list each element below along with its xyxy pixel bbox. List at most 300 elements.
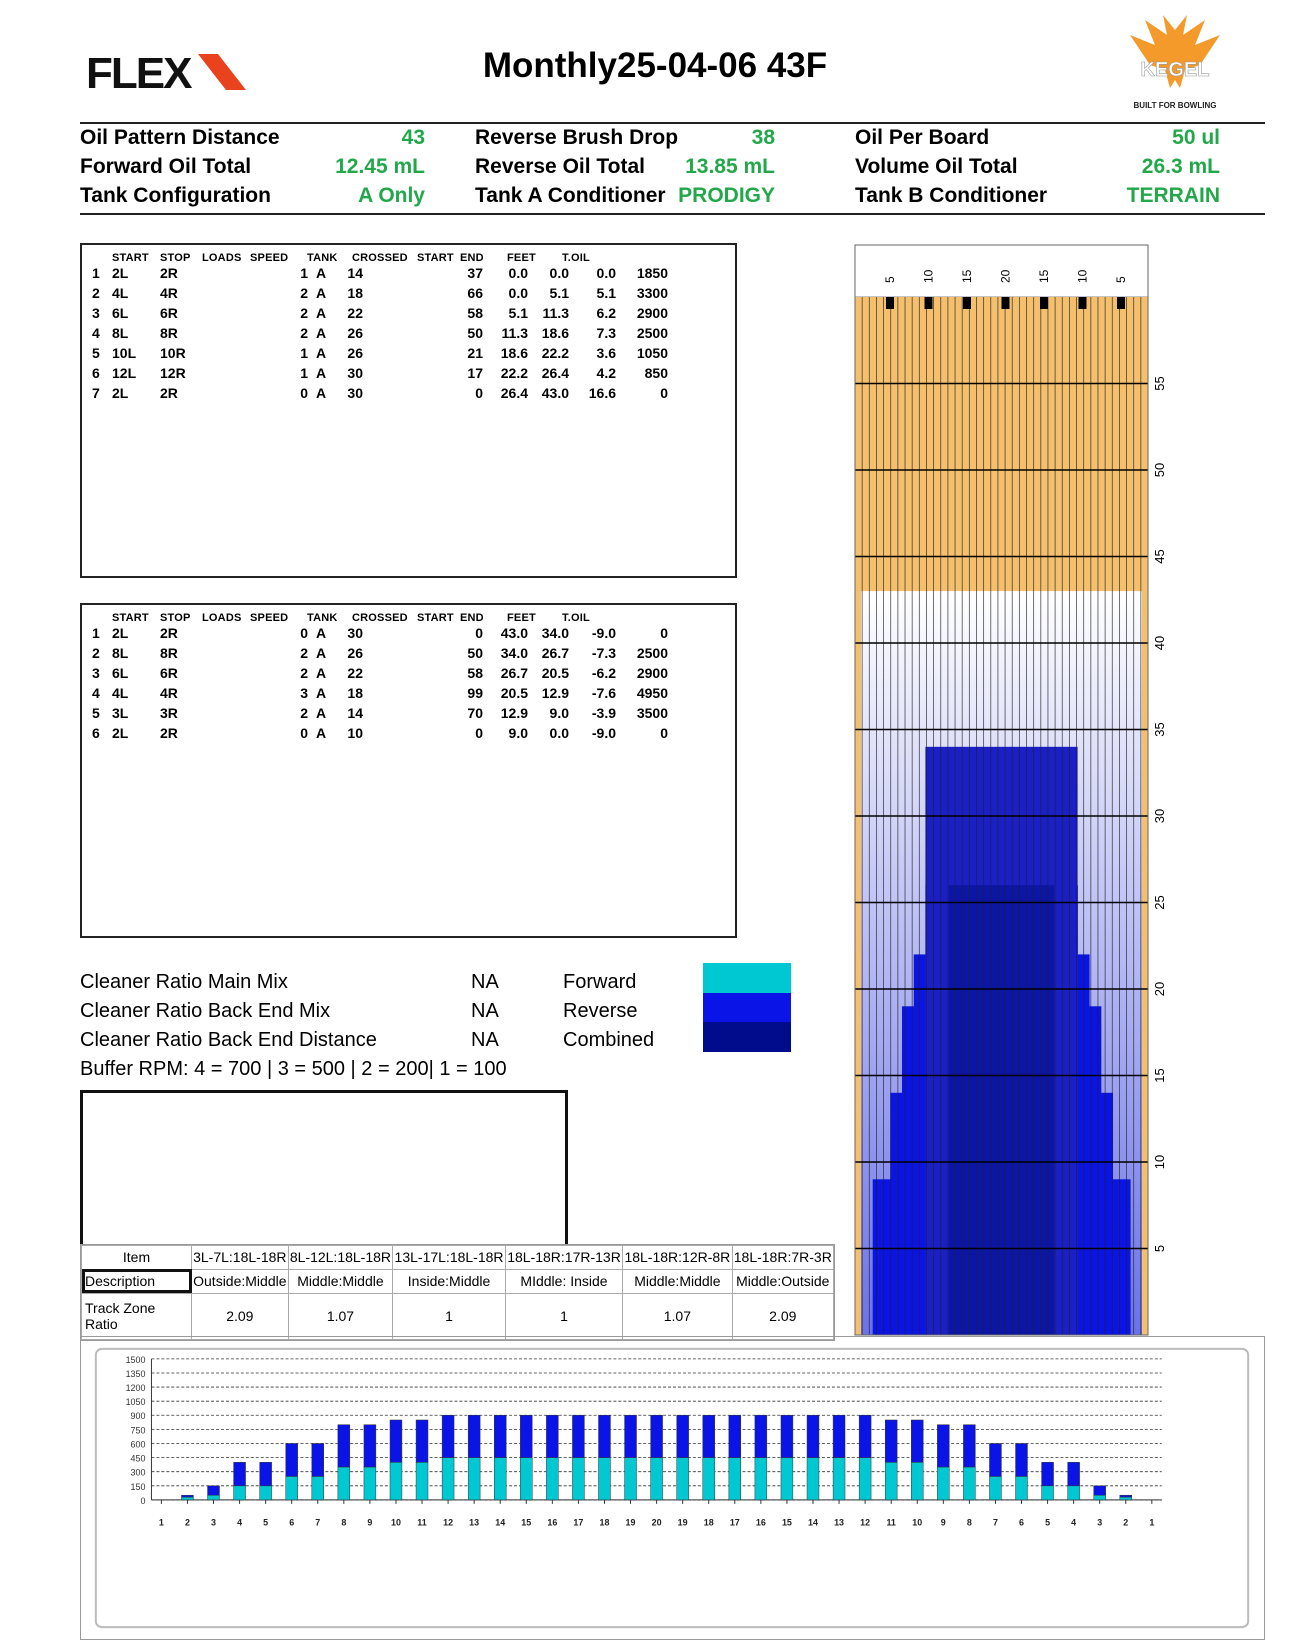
pass-cell: 2 bbox=[300, 705, 308, 721]
bar-reverse bbox=[234, 1462, 246, 1486]
pass-cell: 26 bbox=[347, 645, 363, 661]
pass-cell: 2L bbox=[112, 265, 129, 281]
x-tick-label: 11 bbox=[886, 1517, 896, 1528]
legend-combined-label: Combined bbox=[563, 1029, 655, 1051]
bar-forward bbox=[364, 1467, 376, 1500]
column-header: T.OIL bbox=[562, 252, 590, 264]
distance-label: 25 bbox=[1152, 895, 1167, 910]
summary-row bbox=[80, 126, 1265, 156]
board-oil-column bbox=[1083, 954, 1089, 1335]
x-tick-label: 17 bbox=[729, 1517, 740, 1528]
bar-reverse bbox=[677, 1415, 689, 1457]
pass-cell: A bbox=[316, 685, 327, 701]
column-header: END bbox=[460, 612, 484, 624]
x-tick-label: 5 bbox=[263, 1517, 269, 1528]
bar-reverse bbox=[703, 1415, 715, 1457]
tank-a-conditioner-value: PRODIGY bbox=[678, 184, 775, 207]
y-tick-label: 900 bbox=[130, 1411, 146, 1422]
pass-cell: 4L bbox=[112, 285, 129, 301]
arrow-marker bbox=[886, 297, 894, 309]
pass-cell: 37 bbox=[467, 265, 483, 281]
pass-cell: A bbox=[316, 725, 327, 741]
board-oil-column bbox=[920, 954, 926, 1335]
pattern-summary bbox=[80, 122, 1265, 215]
bar-forward bbox=[286, 1476, 298, 1500]
pass-cell: 30 bbox=[347, 365, 363, 381]
x-tick-label: 13 bbox=[834, 1517, 845, 1528]
pass-cell: 2500 bbox=[636, 325, 668, 341]
bar-reverse bbox=[312, 1443, 324, 1476]
bar-forward bbox=[807, 1458, 819, 1500]
tank-configuration-label: Tank Configuration bbox=[80, 184, 271, 207]
pass-cell: -7.3 bbox=[591, 645, 616, 661]
bar-forward bbox=[1094, 1495, 1106, 1500]
tz-description-label[interactable]: Description bbox=[82, 1269, 192, 1293]
x-tick-label: 2 bbox=[184, 1517, 190, 1528]
pass-cell: 2R bbox=[160, 725, 178, 741]
pass-cell: 17 bbox=[467, 365, 483, 381]
bar-reverse bbox=[833, 1415, 845, 1457]
x-tick-label: 12 bbox=[860, 1517, 871, 1528]
bar-forward bbox=[885, 1462, 897, 1500]
pass-cell: 14 bbox=[347, 705, 363, 721]
pass-cell: 5.1 bbox=[549, 285, 569, 301]
x-tick-label: 13 bbox=[469, 1517, 480, 1528]
pass-cell: 20.5 bbox=[541, 665, 569, 681]
pass-cell: 0.0 bbox=[549, 265, 569, 281]
pass-cell: 12.9 bbox=[500, 705, 528, 721]
pass-cell: 0 bbox=[475, 725, 483, 741]
tank-a-conditioner-label: Tank A Conditioner bbox=[475, 184, 666, 207]
bar-forward bbox=[937, 1467, 949, 1500]
column-header: SPEED bbox=[250, 612, 289, 624]
column-header: CROSSED bbox=[352, 252, 408, 264]
bar-forward bbox=[468, 1458, 480, 1500]
x-tick-label: 1 bbox=[1149, 1517, 1155, 1528]
x-tick-label: 6 bbox=[1019, 1517, 1024, 1528]
pass-cell: 9.0 bbox=[508, 725, 528, 741]
bar-reverse bbox=[520, 1415, 532, 1457]
page-title: Monthly25-04-06 43F bbox=[482, 46, 828, 85]
bar-forward bbox=[651, 1458, 663, 1500]
bar-forward bbox=[572, 1458, 584, 1500]
pass-cell: 0 bbox=[475, 625, 483, 641]
x-tick-label: 6 bbox=[289, 1517, 295, 1528]
distance-label: 10 bbox=[1152, 1154, 1167, 1170]
bar-reverse bbox=[989, 1443, 1001, 1476]
pass-cell: 26.7 bbox=[541, 645, 569, 661]
summary-row bbox=[80, 184, 1265, 214]
legend-reverse-swatch bbox=[703, 993, 791, 1023]
pass-cell: 2R bbox=[160, 625, 178, 641]
column-header: START bbox=[112, 252, 149, 264]
tz-header: 18L-18R:17R-13R bbox=[505, 1246, 622, 1270]
x-tick-label: 7 bbox=[992, 1517, 998, 1528]
pass-cell: 6R bbox=[160, 305, 178, 321]
tz-header: 8L-12L:18L-18R bbox=[288, 1246, 393, 1270]
pass-cell: 30 bbox=[347, 385, 363, 401]
pass-cell: 2 bbox=[92, 645, 100, 661]
pass-cell: 3300 bbox=[636, 285, 668, 301]
pass-cell: -7.6 bbox=[591, 685, 616, 701]
pass-cell: 0 bbox=[475, 385, 483, 401]
bar-forward bbox=[1016, 1476, 1028, 1500]
pass-cell: 2500 bbox=[636, 645, 668, 661]
bar-reverse bbox=[208, 1486, 220, 1495]
bar-reverse bbox=[1042, 1462, 1054, 1486]
pass-cell: A bbox=[316, 625, 327, 641]
bar-forward bbox=[989, 1476, 1001, 1500]
pass-cell: 43.0 bbox=[541, 385, 569, 401]
kegel-logo-tagline: BUILT FOR BOWLING bbox=[1133, 101, 1217, 110]
x-tick-label: 17 bbox=[573, 1517, 584, 1528]
pass-cell: 0.0 bbox=[508, 265, 528, 281]
arrow-marker bbox=[1117, 297, 1125, 309]
cleaner-back-end-distance-label: Cleaner Ratio Back End Distance bbox=[80, 1029, 377, 1051]
distance-label: 35 bbox=[1152, 722, 1167, 737]
column-header: START bbox=[112, 612, 149, 624]
pass-row bbox=[82, 305, 735, 325]
volume-oil-total-label: Volume Oil Total bbox=[855, 155, 1018, 178]
pass-cell: 26 bbox=[347, 325, 363, 341]
pass-cell: 2900 bbox=[636, 665, 668, 681]
pass-cell: -3.9 bbox=[591, 705, 616, 721]
bar-reverse bbox=[1016, 1443, 1028, 1476]
pass-cell: 3 bbox=[92, 305, 100, 321]
pass-cell: 850 bbox=[644, 365, 668, 381]
bar-forward bbox=[677, 1458, 689, 1500]
bar-forward bbox=[260, 1486, 272, 1500]
board-oil-bar-chart bbox=[80, 1336, 1265, 1640]
pass-cell: 0 bbox=[660, 725, 668, 741]
pass-cell: A bbox=[316, 385, 327, 401]
x-tick-label: 9 bbox=[940, 1517, 946, 1528]
bar-forward bbox=[599, 1458, 611, 1500]
arrow-marker bbox=[925, 297, 933, 309]
tz-description: Middle:Middle bbox=[288, 1269, 393, 1293]
distance-label: 50 bbox=[1152, 462, 1167, 478]
bar-forward bbox=[442, 1458, 454, 1500]
bar-reverse bbox=[859, 1415, 871, 1457]
pass-row bbox=[82, 685, 735, 705]
pass-cell: 34.0 bbox=[500, 645, 528, 661]
bar-reverse bbox=[572, 1415, 584, 1457]
arrow-marker bbox=[1079, 297, 1087, 309]
board-oil-column bbox=[896, 1093, 902, 1335]
tz-ratio: 2.09 bbox=[192, 1293, 289, 1339]
pass-cell: 10 bbox=[347, 725, 363, 741]
board-oil-column bbox=[1124, 1179, 1130, 1335]
pass-row bbox=[82, 705, 735, 725]
column-header: START bbox=[417, 612, 454, 624]
pass-cell: 3500 bbox=[636, 705, 668, 721]
bar-reverse bbox=[338, 1425, 350, 1467]
bar-reverse bbox=[390, 1420, 402, 1462]
x-tick-label: 8 bbox=[341, 1517, 347, 1528]
pass-row bbox=[82, 725, 735, 745]
bar-forward bbox=[234, 1486, 246, 1500]
pass-cell: 34.0 bbox=[541, 625, 569, 641]
bar-forward bbox=[859, 1458, 871, 1500]
bar-reverse bbox=[468, 1415, 480, 1457]
board-oil-column bbox=[884, 1179, 890, 1335]
legend-reverse-label: Reverse bbox=[563, 1000, 638, 1022]
pass-cell: 8L bbox=[112, 645, 129, 661]
pass-cell: 1 bbox=[92, 625, 100, 641]
legend-forward-label: Forward bbox=[563, 971, 637, 993]
bar-forward bbox=[963, 1467, 975, 1500]
pass-cell: 11.3 bbox=[542, 305, 569, 321]
volume-oil-total-value: 26.3 mL bbox=[1141, 155, 1220, 178]
pass-cell: 2 bbox=[300, 665, 308, 681]
oil-per-board-value: 50 ul bbox=[1172, 126, 1220, 149]
column-header: T.OIL bbox=[562, 612, 590, 624]
column-header: FEET bbox=[507, 612, 536, 624]
pass-cell: 43.0 bbox=[500, 625, 528, 641]
pass-cell: 1 bbox=[300, 265, 308, 281]
tz-ratio: 1 bbox=[505, 1293, 622, 1339]
arrow-marker bbox=[963, 297, 971, 309]
forward-oil-total-value: 12.45 mL bbox=[335, 155, 425, 178]
distance-label: 30 bbox=[1152, 808, 1167, 824]
column-header: END bbox=[460, 252, 484, 264]
pass-cell: 12L bbox=[112, 365, 137, 381]
pass-cell: 1 bbox=[300, 345, 308, 361]
y-tick-label: 1050 bbox=[125, 1397, 146, 1408]
reverse-pass-table bbox=[80, 603, 737, 938]
pass-cell: 14 bbox=[347, 265, 363, 281]
column-header: TANK bbox=[307, 252, 338, 264]
pass-cell: 18 bbox=[347, 685, 363, 701]
bar-reverse bbox=[181, 1495, 193, 1497]
pass-cell: 50 bbox=[467, 325, 483, 341]
pass-cell: 2L bbox=[112, 625, 129, 641]
oil-pattern-distance-label: Oil Pattern Distance bbox=[80, 126, 280, 149]
tz-ratio-label: Track Zone Ratio bbox=[82, 1293, 192, 1339]
pass-cell: 99 bbox=[467, 685, 483, 701]
pass-cell: 3 bbox=[92, 665, 100, 681]
tz-header-item: Item bbox=[82, 1246, 192, 1270]
bar-reverse bbox=[625, 1415, 637, 1457]
distance-label: 40 bbox=[1152, 635, 1167, 651]
pass-cell: 0.0 bbox=[508, 285, 528, 301]
bar-reverse bbox=[286, 1443, 298, 1476]
x-tick-label: 5 bbox=[1045, 1517, 1051, 1528]
pass-cell: 11.3 bbox=[501, 325, 528, 341]
pass-cell: -9.0 bbox=[591, 625, 616, 641]
pass-cell: 2L bbox=[112, 725, 129, 741]
x-tick-label: 3 bbox=[1097, 1517, 1103, 1528]
bar-reverse bbox=[416, 1420, 428, 1462]
bar-forward bbox=[833, 1458, 845, 1500]
pass-cell: 2L bbox=[112, 385, 129, 401]
pass-cell: 0 bbox=[300, 385, 308, 401]
pass-cell: 3L bbox=[112, 705, 129, 721]
pass-cell: 0.0 bbox=[596, 265, 616, 281]
arrow-label: 10 bbox=[921, 269, 936, 283]
pass-cell: 58 bbox=[467, 305, 483, 321]
y-tick-label: 0 bbox=[140, 1495, 146, 1506]
track-zone-header-row bbox=[82, 1246, 834, 1270]
pass-cell: 1850 bbox=[636, 265, 668, 281]
bar-reverse bbox=[260, 1462, 272, 1486]
pass-cell: 22 bbox=[347, 665, 363, 681]
reverse-oil-total-value: 13.85 mL bbox=[685, 155, 775, 178]
bar-reverse bbox=[781, 1415, 793, 1457]
bar-reverse bbox=[1068, 1462, 1080, 1486]
pass-cell: 6R bbox=[160, 665, 178, 681]
pass-row bbox=[82, 665, 735, 685]
bar-forward bbox=[755, 1458, 767, 1500]
pass-cell: 2 bbox=[300, 285, 308, 301]
bar-reverse bbox=[911, 1420, 923, 1462]
x-tick-label: 18 bbox=[703, 1517, 714, 1528]
tank-configuration-value: A Only bbox=[358, 184, 425, 207]
arrow-label: 10 bbox=[1075, 269, 1090, 283]
reverse-oil-total-label: Reverse Oil Total bbox=[475, 155, 646, 178]
column-header: SPEED bbox=[250, 252, 289, 264]
pass-cell: 26.7 bbox=[500, 665, 528, 681]
pass-row bbox=[82, 385, 735, 405]
cleaner-main-mix-label: Cleaner Ratio Main Mix bbox=[80, 971, 288, 993]
pass-cell: 1 bbox=[300, 365, 308, 381]
pass-cell: 2 bbox=[300, 325, 308, 341]
pass-cell: 4R bbox=[160, 285, 178, 301]
legend-forward-swatch bbox=[703, 963, 791, 993]
pass-cell: 0 bbox=[300, 625, 308, 641]
bar-forward bbox=[911, 1462, 923, 1500]
x-tick-label: 3 bbox=[211, 1517, 217, 1528]
tz-header: 3L-7L:18L-18R bbox=[192, 1246, 289, 1270]
tz-ratio: 2.09 bbox=[732, 1293, 833, 1339]
column-header: LOADS bbox=[202, 612, 242, 624]
pass-cell: 2R bbox=[160, 385, 178, 401]
track-zone-table bbox=[80, 1244, 835, 1341]
kegel-logo-name: KEGEL bbox=[1140, 59, 1210, 81]
arrow-marker bbox=[1040, 297, 1048, 309]
pass-cell: 18.6 bbox=[541, 325, 569, 341]
tz-description: Middle:Outside bbox=[732, 1269, 833, 1293]
reverse-brush-drop-value: 38 bbox=[751, 126, 775, 149]
x-tick-label: 2 bbox=[1123, 1517, 1129, 1528]
pass-cell: A bbox=[316, 265, 327, 281]
y-tick-label: 450 bbox=[130, 1453, 146, 1464]
board-oil-column bbox=[1078, 954, 1084, 1335]
arrow-label: 20 bbox=[998, 269, 1013, 283]
kegel-logo bbox=[1125, 10, 1225, 115]
pass-cell: 20.5 bbox=[500, 685, 528, 701]
x-tick-label: 4 bbox=[237, 1517, 243, 1528]
pass-cell: 2 bbox=[92, 285, 100, 301]
y-tick-label: 1500 bbox=[125, 1354, 146, 1365]
tank-b-conditioner-value: TERRAIN bbox=[1126, 184, 1220, 207]
column-header: LOADS bbox=[202, 252, 242, 264]
bar-reverse bbox=[546, 1415, 558, 1457]
bar-reverse bbox=[1094, 1486, 1106, 1495]
distance-label: 45 bbox=[1152, 549, 1167, 564]
bar-forward bbox=[181, 1497, 193, 1500]
pass-cell: 18 bbox=[347, 285, 363, 301]
pass-cell: 0 bbox=[660, 625, 668, 641]
y-tick-label: 750 bbox=[130, 1425, 146, 1436]
y-tick-label: 150 bbox=[130, 1481, 146, 1492]
pass-cell: 6.2 bbox=[596, 305, 616, 321]
bar-forward bbox=[729, 1458, 741, 1500]
pass-cell: 50 bbox=[467, 645, 483, 661]
arrow-marker bbox=[1002, 297, 1010, 309]
bar-reverse bbox=[599, 1415, 611, 1457]
pass-cell: 2R bbox=[160, 265, 178, 281]
bar-forward bbox=[546, 1458, 558, 1500]
pass-cell: 66 bbox=[467, 285, 483, 301]
bar-forward bbox=[625, 1458, 637, 1500]
bar-reverse bbox=[442, 1415, 454, 1457]
bar-forward bbox=[781, 1458, 793, 1500]
bar-forward bbox=[312, 1476, 324, 1500]
pass-cell: 6L bbox=[112, 305, 129, 321]
tz-ratio: 1.07 bbox=[288, 1293, 393, 1339]
x-tick-label: 12 bbox=[443, 1517, 454, 1528]
pass-cell: 30 bbox=[347, 625, 363, 641]
forward-pass-table bbox=[80, 243, 737, 578]
tz-description: MIddle: Inside bbox=[505, 1269, 622, 1293]
x-tick-label: 16 bbox=[755, 1517, 766, 1528]
board-oil-column bbox=[908, 1006, 914, 1335]
x-tick-label: 1 bbox=[158, 1517, 164, 1528]
pass-cell: -6.2 bbox=[591, 665, 616, 681]
distance-label: 20 bbox=[1152, 981, 1167, 997]
column-header: CROSSED bbox=[352, 612, 408, 624]
x-tick-label: 14 bbox=[495, 1517, 506, 1528]
pass-cell: 5.1 bbox=[508, 305, 528, 321]
x-tick-label: 8 bbox=[966, 1517, 972, 1528]
bar-reverse bbox=[364, 1425, 376, 1467]
pass-cell: 4.2 bbox=[596, 365, 616, 381]
tz-description: Outside:Middle bbox=[192, 1269, 289, 1293]
pass-cell: 5.1 bbox=[596, 285, 616, 301]
x-tick-label: 7 bbox=[315, 1517, 321, 1528]
column-header: FEET bbox=[507, 252, 536, 264]
reverse-brush-drop-label: Reverse Brush Drop bbox=[475, 126, 679, 149]
bar-forward bbox=[494, 1458, 506, 1500]
bar-forward bbox=[1120, 1497, 1132, 1500]
arrow-label: 15 bbox=[960, 269, 974, 283]
x-tick-label: 10 bbox=[390, 1517, 401, 1528]
bar-reverse bbox=[494, 1415, 506, 1457]
pass-cell: 0 bbox=[660, 385, 668, 401]
pass-cell: 7 bbox=[92, 385, 100, 401]
pass-cell: 3.6 bbox=[596, 345, 616, 361]
bar-reverse bbox=[729, 1415, 741, 1457]
cleaner-main-mix-value: NA bbox=[471, 971, 499, 993]
pass-cell: 22.2 bbox=[541, 345, 569, 361]
cleaner-back-end-mix-label: Cleaner Ratio Back End Mix bbox=[80, 1000, 331, 1022]
pass-cell: 8R bbox=[160, 325, 178, 341]
combined-oil-core bbox=[949, 885, 1054, 1335]
pass-cell: A bbox=[316, 345, 327, 361]
pass-cell: 5 bbox=[92, 705, 100, 721]
pass-cell: 8L bbox=[112, 325, 129, 341]
x-tick-label: 14 bbox=[808, 1517, 818, 1528]
pass-cell: 22 bbox=[347, 305, 363, 321]
pass-cell: 1050 bbox=[636, 345, 668, 361]
bar-forward bbox=[416, 1462, 428, 1500]
tz-ratio: 1.07 bbox=[623, 1293, 732, 1339]
x-tick-label: 16 bbox=[547, 1517, 558, 1528]
pass-row bbox=[82, 285, 735, 305]
track-zone-ratio-row bbox=[82, 1293, 834, 1339]
pass-cell: 16.6 bbox=[588, 385, 616, 401]
